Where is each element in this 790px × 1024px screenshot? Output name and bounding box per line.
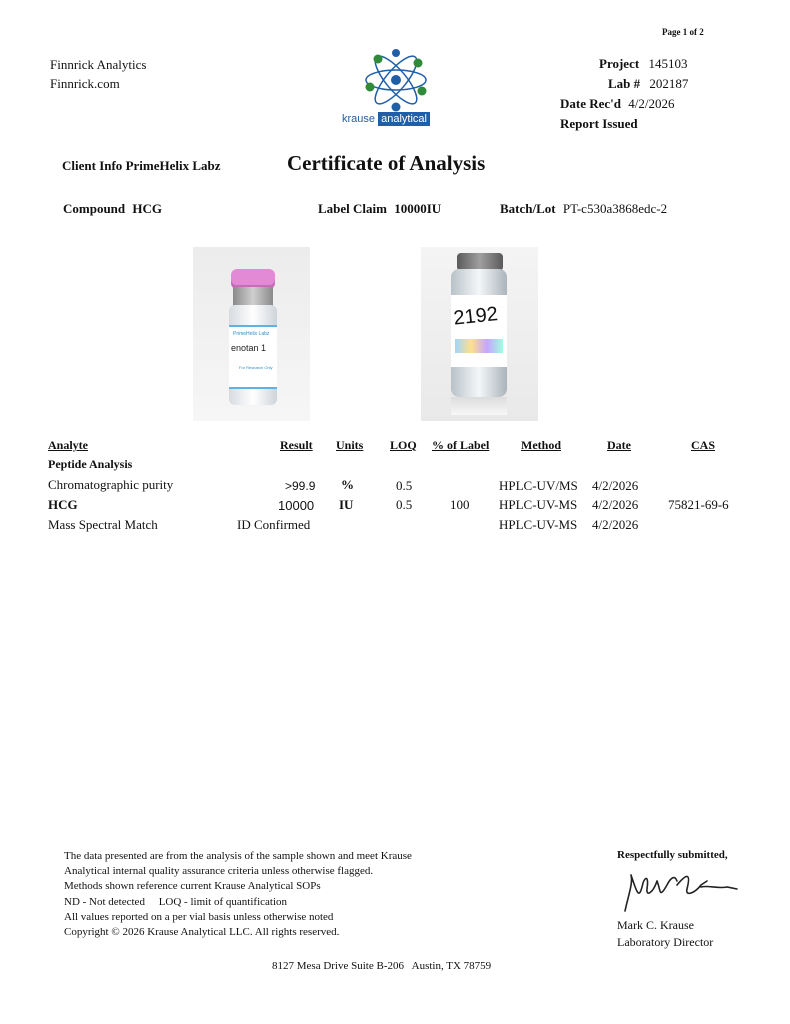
project-value: 145103 [648,56,688,71]
row2-result: 10000 [278,498,315,513]
row1-units: % [341,477,354,492]
footer-line: The data presented are from the analysis of the sample shown and meet Krause [64,850,412,862]
row2-cas: 75821-69-6 [668,497,729,512]
signer-title: Laboratory Director [617,935,714,949]
lab-website: Finnrick.com [50,76,120,91]
row2-pct-label: 100 [450,497,470,512]
row3-result: ID Confirmed [237,517,311,532]
row3-method: HPLC-UV-MS [499,517,578,532]
compound-value: HCG [132,201,163,216]
lab-info [50,55,146,93]
row2-units: IU [339,497,354,512]
row1-date: 4/2/2026 [592,478,639,493]
col-header-units: Units [336,438,364,452]
logo-word-krause: krause [342,113,376,125]
lab-number-label: Lab # [608,76,641,91]
batch-label: Batch/Lot [500,201,556,216]
compound-info [63,201,162,217]
logo-word-analytical: analytical [378,112,430,126]
date-received-label: Date Rec'd [560,96,622,111]
col-header-cas: CAS [691,438,716,452]
project-label: Project [599,56,640,71]
batch-info [500,201,667,217]
row1-method: HPLC-UV/MS [499,478,578,493]
row3-analyte: Mass Spectral Match [48,517,158,532]
footer-line: Methods shown reference current Krause Analytical SOPs [64,880,321,893]
lab-number-value: 202187 [649,76,689,91]
footer-notes [64,849,412,940]
document-title: Certificate of Analysis [287,151,486,175]
client-value: PrimeHelix Labz [125,158,221,173]
compound-label: Compound [63,201,126,216]
row2-loq: 0.5 [396,497,413,512]
handwritten-signature-icon [617,863,747,918]
col-header-method: Method [521,438,561,452]
lab-name: Finnrick Analytics [50,57,147,72]
vial-number-text: 2192 [452,303,500,330]
section-heading: Peptide Analysis [48,457,133,471]
label-claim-info [318,201,441,217]
project-info [560,54,700,134]
vial-brand-text: PrimeHelix Labz [233,331,270,337]
row3-date: 4/2/2026 [592,517,639,532]
signer-name: Mark C. Krause [617,918,694,932]
report-issued-label: Report Issued [560,116,638,131]
respectfully-submitted: Respectfully submitted, [617,849,728,861]
label-claim-label: Label Claim [318,201,387,216]
col-header-pct-label: % of Label [432,438,490,452]
date-received-value: 4/2/2026 [628,96,675,111]
atom-icon [340,45,452,115]
footer-line: Analytical internal quality assurance criteria unless otherwise flagged. [64,865,374,878]
row2-analyte: HCG [48,497,78,512]
krause-analytical-logo [340,45,452,133]
col-header-loq: LOQ [390,438,417,452]
label-claim-value: 10000IU [394,201,442,216]
lab-address: 8127 Mesa Drive Suite B-206 Austin, TX 78759 [272,960,492,972]
footer-line: ND - Not detected LOQ - limit of quantification [64,895,287,908]
col-header-analyte: Analyte [48,438,88,452]
vial-photo-front [193,247,310,421]
row1-analyte: Chromatographic purity [48,477,174,492]
signature-block [617,849,747,950]
footer-line: Copyright © 2026 Krause Analytical LLC. All rights reserved. [64,926,340,939]
page-number: Page 1 of 2 [662,27,704,37]
row2-date: 4/2/2026 [592,497,639,512]
row2-method: HPLC-UV-MS [499,497,578,512]
client-label: Client Info [62,158,123,173]
col-header-date: Date [607,438,631,452]
row1-result: >99.9 [285,479,316,493]
footer-line: All values reported on a per vial basis unless otherwise noted [64,910,334,923]
col-header-result: Result [280,438,313,452]
batch-value: PT-c530a3868edc-2 [562,201,668,216]
client-info [62,158,221,174]
vial-sub-text: For Research Only [239,365,273,370]
row1-loq: 0.5 [396,478,413,493]
vial-photo-back [421,247,538,421]
vial-product-text: enotan 1 [231,343,267,353]
